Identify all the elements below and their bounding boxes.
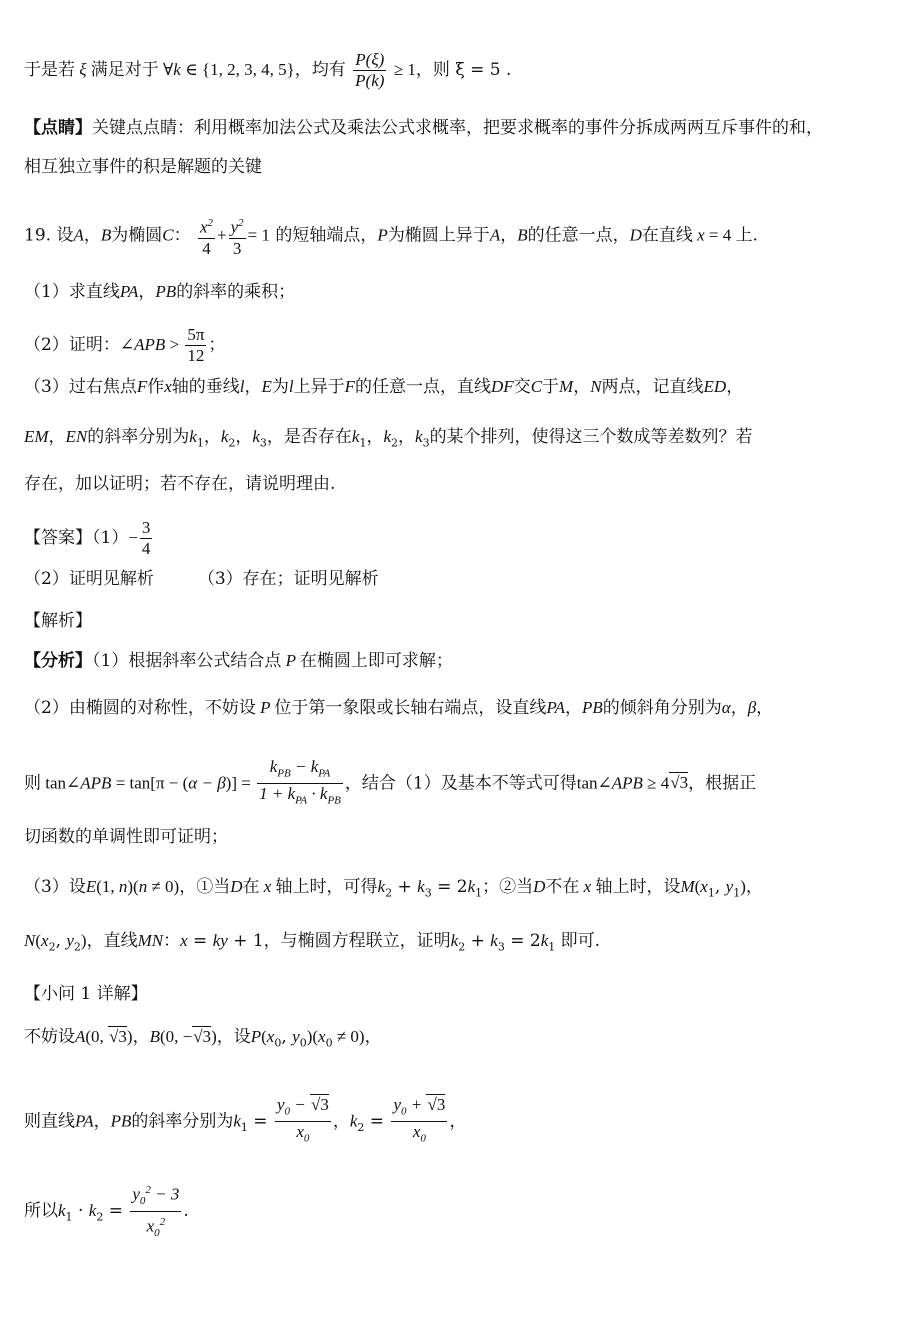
- question-19: 19. 设A，B为椭圆C： $\frac{x^2}{4}$ + $\frac{y^2}{3}$ = 1 的短轴端点，P为椭圆上异于A，B的任意一点，D在直线 x = 4 上.: [24, 213, 886, 259]
- text-line: 【分析】（1）根据斜率公式结合点 P 在椭圆上即可求解；: [24, 651, 453, 671]
- text-line: （1）求直线PA，PB的斜率的乘积；: [24, 282, 296, 302]
- text-line: （2）由椭圆的对称性，不妨设 P 位于第一象限或长轴右端点，设直线PA，PB的倾斜角分别为α，β，: [24, 698, 774, 718]
- section-tag: 【分析】: [24, 651, 92, 671]
- text-line: （3）设E(1, n)(n ≠ 0)，①当D在 x 轴上时，可得$k_2 + k_3 = 2k_1$；②当D不在 x 轴上时，设$M(x_1$, $y_1$)，: [24, 877, 763, 900]
- answer-line: 【答案】（1）− $\frac{3}{4}$: [24, 518, 151, 558]
- text: 关键点点睛：利用概率加法公式及乘法公式求概率，把要求概率的事件分拆成两两互斥事件的和，: [92, 118, 823, 138]
- text-line: 不妨设A(0, √3)，B(0, −√3)，设$P(x_0$, $y_0)(x_0 \ne 0)$，: [24, 1027, 382, 1050]
- text-line: [24, 117, 886, 139]
- text-line: [24, 156, 886, 178]
- text: 于是若: [24, 60, 75, 80]
- text-line: （2）证明：∠APB > $\frac{5\pi}{12}$ ；: [24, 325, 226, 365]
- text-line: 所以$k_1 \cdot k_2$ = $\frac{y_0^2 - 3}{x_0^2}$ .: [24, 1180, 886, 1243]
- fraction: $\frac{P(\xi)}{P(k)}$: [355, 50, 385, 90]
- text: 19. 设: [24, 225, 74, 246]
- text-line: 于是若 ξ 满足对于 ∀k ∈ {1, 2, 3, 4, 5}，均有 $\frac{P(\xi)}{P(k)}$ ≥ 1，则 ξ = 5 .: [24, 50, 512, 90]
- text-line: [24, 983, 886, 1005]
- text-line: （3）过右焦点F作x轴的垂线l，E为l上异于F的任意一点，直线DF交C于M，N两点，记直线ED，: [24, 377, 744, 397]
- fraction: $\frac{3}{4}$: [141, 518, 151, 558]
- section-tag: 【答案】: [24, 528, 92, 548]
- fraction: $\frac{y_0 - √3}{x_0}$: [276, 1095, 329, 1145]
- text-line: 则 tan∠APB = tan[π − (α − β)] = $\frac{k_{PB} - k_{PA}}{1 + k_{PA} \cdot k_{PB}}$ ，结合（1）及基本不等式可得tan∠APB ≥ 4√3，根据正: [24, 757, 886, 811]
- text-line: 存在，加以证明；若不存在，请说明理由.: [24, 474, 336, 494]
- fraction: $\frac{x^2}{4}$: [198, 213, 215, 259]
- fraction: $\frac{k_{PB} - k_{PA}}{1 + k_{PA} \cdot k_{PB}}$: [259, 757, 341, 807]
- section-tag: 【解析】: [24, 611, 92, 631]
- math: ≥ 1: [393, 60, 416, 79]
- text-line: [24, 610, 886, 632]
- section-tag: 【小问 1 详解】: [24, 984, 148, 1004]
- text-line: EM，EN的斜率分别为$k_1$，$k_2$，$k_3$，是否存在$k_1$，$k_2$，$k_3$的某个排列，使得这三个数成等差数列？若: [24, 427, 753, 450]
- text: 相互独立事件的积是解题的关键: [24, 157, 262, 177]
- fraction: $\frac{y^2}{3}$: [229, 213, 246, 259]
- math-set: {1, 2, 3, 4, 5}: [201, 60, 295, 79]
- text-line: 则直线PA，PB的斜率分别为$k_1$ = $\frac{y_0 - √3}{x_0}$ ，$k_2$ = $\frac{y_0 + √3}{x_0}$ ，: [24, 1095, 886, 1149]
- text: ，均有: [294, 60, 346, 80]
- answer-line: （2）证明见解析 （3）存在；证明见解析: [24, 569, 379, 589]
- text: 满足对于: [90, 60, 159, 80]
- fraction: $\frac{5\pi}{12}$: [187, 325, 205, 365]
- fraction: $\frac{y_0 + √3}{x_0}$: [393, 1095, 446, 1145]
- text-line: $N(x_2$, $y_2$)，直线MN：x = ky + 1，与椭圆方程联立，证明$k_2 + k_3 = 2k_1$ 即可.: [24, 931, 601, 954]
- fraction: $\frac{y_0^2 - 3}{x_0^2}$: [130, 1180, 181, 1243]
- text-line: 切函数的单调性即可证明；: [24, 827, 228, 847]
- text: ，则 ξ = 5 .: [415, 60, 512, 80]
- section-tag: 【点睛】: [24, 118, 92, 138]
